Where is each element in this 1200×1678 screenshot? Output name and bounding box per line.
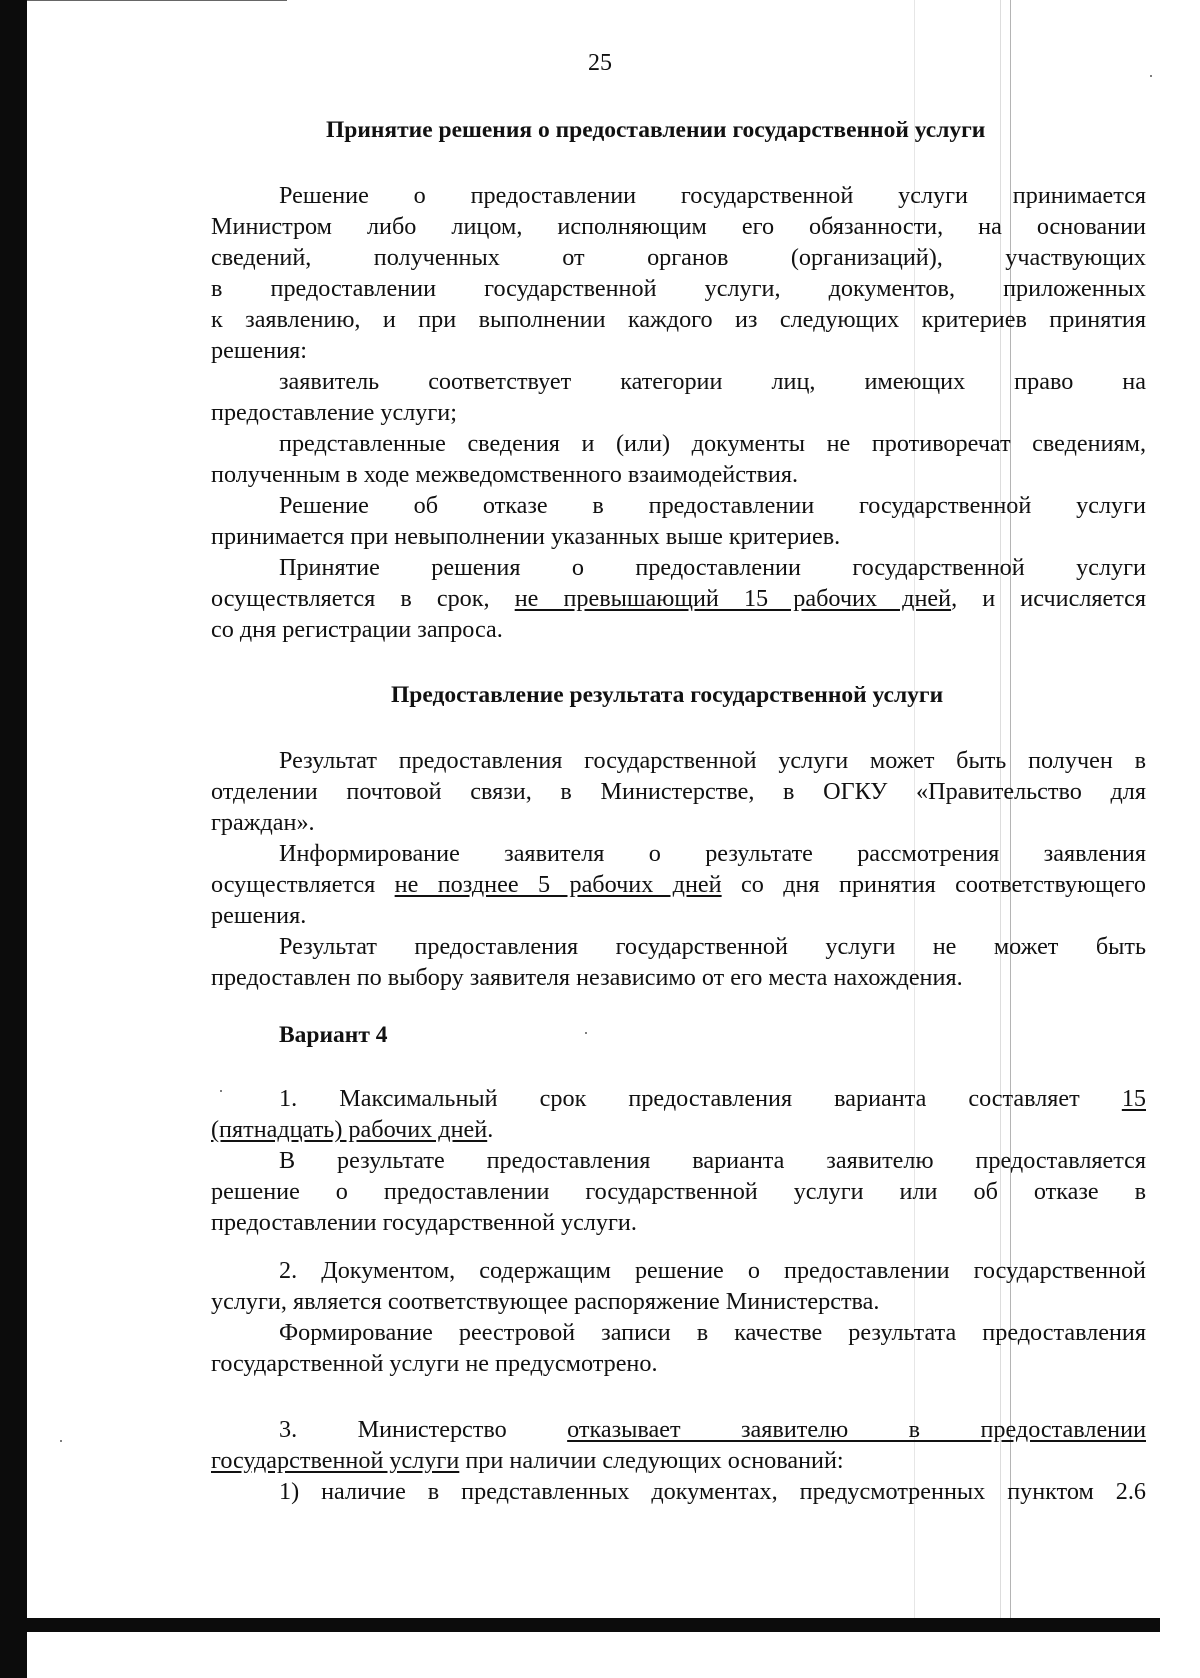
paragraph-line: предоставление услуги; [211, 399, 457, 426]
paragraph-line: 1) наличие в представленных документах, предусмотренных пунктом 2.6 [279, 1478, 1146, 1505]
paragraph-line: граждан». [211, 809, 315, 836]
term-text-after: , и исчисляется [951, 585, 1146, 612]
variant-item-3 [211, 1414, 1146, 1507]
item3-line-2 [211, 1445, 1146, 1476]
item3-underlined: отказывает заявителю в предоставлении [567, 1416, 1146, 1443]
term-text-before: осуществляется в срок, [211, 585, 515, 612]
paragraph-line: отделении почтовой связи, в Министерстве, в ОГКУ «Правительство для [211, 778, 1146, 805]
paragraph-line: Формирование реестровой записи в качестве результата предоставления [279, 1319, 1146, 1346]
item1-period: . [487, 1116, 494, 1143]
paragraph-line: в предоставлении государственной услуги, документов, приложенных [211, 275, 1146, 302]
scan-speck [585, 1032, 587, 1034]
paragraph-line: услуги, является соответствующее распоряжение Министерства. [211, 1288, 880, 1315]
paragraph-line: принимается при невыполнении указанных выше критериев. [211, 523, 841, 550]
paragraph-line: сведений, полученных от органов (организаций), участвующих [211, 244, 1146, 271]
item1-line [211, 1083, 1146, 1114]
term-underlined: не превышающий 15 рабочих дней [514, 585, 952, 612]
inform-underlined: не позднее 5 рабочих дней [394, 871, 722, 898]
paragraph-line: полученным в ходе межведомственного взаимодействия. [211, 461, 799, 488]
variant-item-1 [211, 1083, 1146, 1238]
paragraph-line: к заявлению, и при выполнении каждого из следующих критериев принятия [211, 306, 1146, 333]
scan-speck [60, 1440, 62, 1442]
paragraph-line: решения: [211, 337, 307, 364]
paragraph-line: Решение об отказе в предоставлении государственной услуги [279, 492, 1146, 519]
paragraph-line: Министром либо лицом, исполняющим его обязанности, на основании [211, 213, 1146, 240]
variant-heading: Вариант 4 [279, 1022, 388, 1048]
page-number: 25 [588, 50, 612, 76]
section-result-body [211, 745, 1146, 993]
item3-line [211, 1414, 1146, 1445]
item3-number: 3. [279, 1416, 298, 1443]
paragraph-line: предоставлен по выбору заявителя независимо от его места нахождения. [211, 964, 963, 991]
paragraph-line: Результат предоставления государственной услуги не может быть [279, 933, 1146, 960]
paragraph-line: со дня регистрации запроса. [211, 616, 503, 643]
inform-text-after: со дня принятия соответствующего [721, 871, 1146, 898]
paragraph-line: 2. Документом, содержащим решение о предоставлении государственной [279, 1257, 1146, 1284]
paragraph-line-term [211, 583, 1146, 614]
paragraph-line: решения. [211, 902, 307, 929]
item3-text-after: при наличии следующих оснований: [459, 1447, 844, 1474]
item1-days-number: 15 [1121, 1085, 1146, 1112]
paragraph-line: Решение о предоставлении государственной услуги принимается [279, 182, 1146, 209]
paragraph-line: представленные сведения и (или) документы не противоречат сведениям, [279, 430, 1146, 457]
section-heading-decision: Принятие решения о предоставлении государственной услуги [326, 117, 986, 143]
paragraph-line: В результате предоставления варианта заявителю предоставляется [279, 1147, 1146, 1174]
paragraph-line: Принятие решения о предоставлении государственной услуги [279, 554, 1146, 581]
item3-text-before: Министерство [357, 1416, 568, 1443]
variant-item-2 [211, 1255, 1146, 1379]
paragraph-line: Информирование заявителя о результате рассмотрения заявления [279, 840, 1146, 867]
paragraph-line: предоставлении государственной услуги. [211, 1209, 637, 1236]
paragraph-line-inform [211, 869, 1146, 900]
paragraph-line: заявитель соответствует категории лиц, имеющих право на [279, 368, 1146, 395]
item3-underlined-2: государственной услуги [211, 1447, 460, 1474]
item1-text: 1. Максимальный срок предоставления варианта составляет [279, 1085, 1080, 1112]
section-decision-body [211, 180, 1146, 645]
item1-line-2 [211, 1114, 1146, 1145]
section-heading-result: Предоставление результата государственной услуги [391, 682, 944, 708]
paragraph-line: Результат предоставления государственной услуги может быть получен в [279, 747, 1146, 774]
inform-text-before: осуществляется [211, 871, 395, 898]
scan-left-border [0, 0, 27, 1678]
item1-days-words: (пятнадцать) рабочих дней [211, 1116, 488, 1143]
paragraph-line: государственной услуги не предусмотрено. [211, 1350, 658, 1377]
paragraph-line: решение о предоставлении государственной услуги или об отказе в [211, 1178, 1146, 1205]
scan-top-edge [27, 0, 287, 9]
scan-bottom-border [0, 1618, 1160, 1632]
